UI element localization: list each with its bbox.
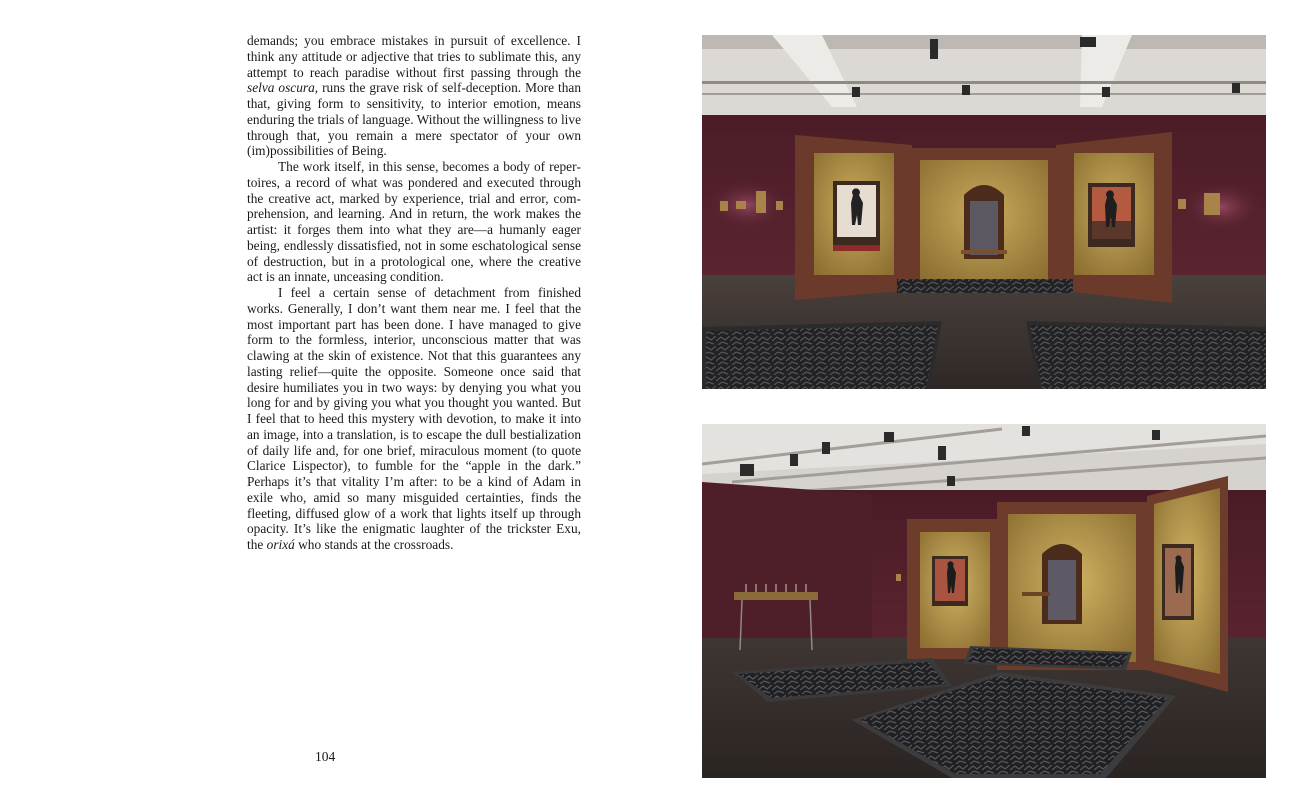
installation-photo-front	[702, 35, 1266, 389]
text-run: , runs the grave risk of self-deception. More than that, giving form to sensitivity, to interior emotion, means enduring the trials of language. Without the willingness to live through that, you remain a mere spectator of your own (im)possibilities of Being.	[247, 80, 581, 159]
paragraph	[247, 159, 581, 285]
text-run: demands; you embrace mistakes in pursuit of excellence. I think any attitude or adjective that tries to sublimate this, any attempt to reach paradise without first passing through the	[247, 33, 581, 80]
installation-photo-angled	[702, 424, 1266, 778]
text-run: I feel a certain sense of detachment from finished works. Generally, I don’t want them near me. I feel that the most important part has been done. I have managed to give form to the formless, interior, unconscious matter that was clawing at the skin of existence. Not that this guarantees any lasting relief—quite the opposite. Someone once said that desire humiliates you in two ways: by denying you what you long for and by giving you what you thought you wanted. But I feel that to heed this mystery with devotion, to make it into an image, into a translation, is to escape the dull bestialization of daily life and, for one brief, miraculous moment (to quote Clarice Lispector), to fumble for the “apple in the dark.” Perhaps it’s that vitality I’m after: to be a kind of Adam in exile who, amid so many misguided certainties, finds the fleeting, diffused glow of a work that lights itself up through opacity. It’s like the enigmatic laughter of the trickster Exu, the	[247, 285, 581, 552]
paragraph	[247, 33, 581, 159]
text-run: The work itself, in this sense, becomes a body of repertoires, a record of what was pondered and executed through the creative act, marked by experience, trial and error, comprehension, and learning. And in return, the work makes the artist: it forges them into what they are—a humanly eager being, endlessly dissatisfied, not in some eschatological sense of destruction, but in a protological one, where the creative act is an innate, unceasing condition.	[247, 159, 581, 285]
body-text	[247, 33, 581, 553]
text-run: who stands at the crossroads.	[294, 537, 454, 552]
italic-phrase: selva oscura	[247, 80, 315, 96]
italic-phrase: orixá	[266, 537, 295, 552]
paragraph	[247, 285, 581, 553]
page-number: 104	[315, 749, 336, 764]
